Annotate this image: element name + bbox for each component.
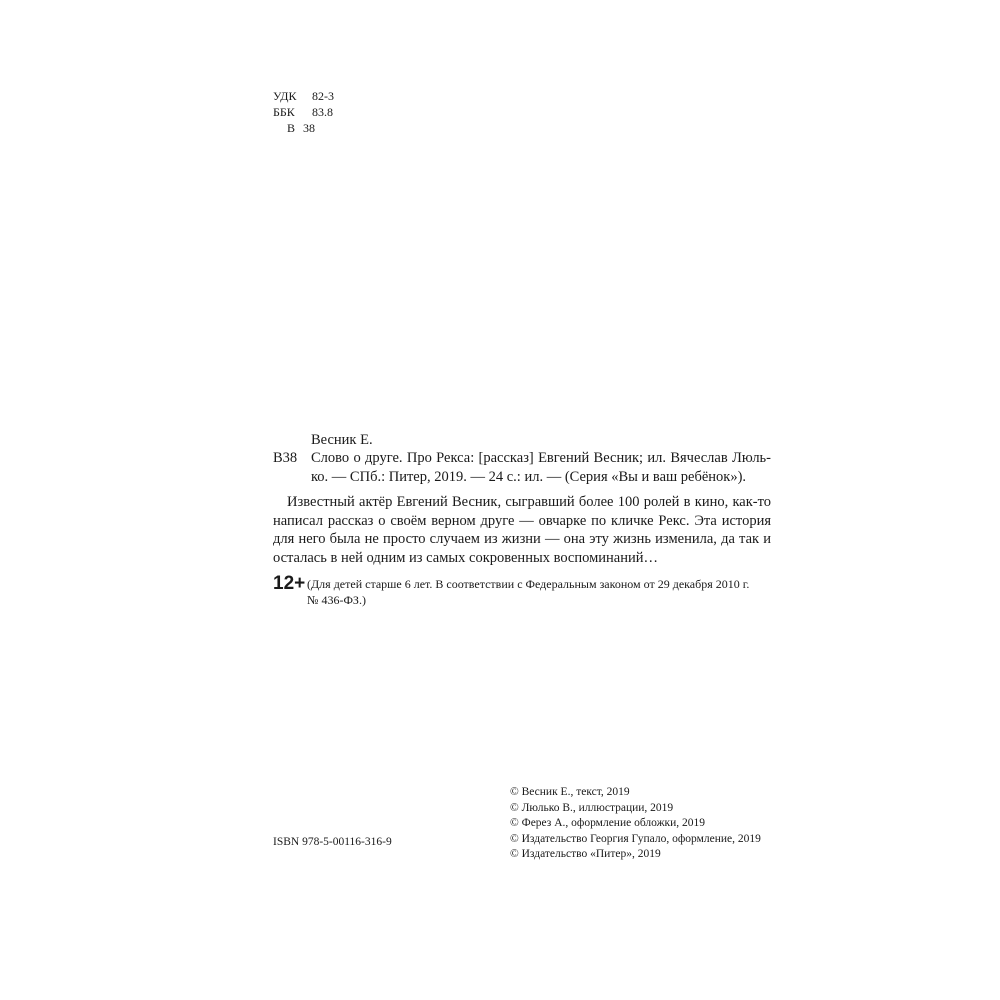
copyright-line: © Люлько В., иллюстрации, 2019 (510, 801, 674, 814)
age-rating-note: (Для детей старше 6 лет. В соответствии с Федеральным законом от 29 декабря 2010 г. № 436-ФЗ.) (307, 577, 750, 607)
bbk-label: ББК (273, 105, 295, 119)
copyright-block (510, 785, 761, 863)
udk-label: УДК (273, 89, 297, 103)
classification-block (273, 88, 334, 136)
annotation-text: Известный актёр Евгений Весник, сыгравший более 100 ролей в кино, как-то написал рассказ о своём верном друге — овчарке по кличке Рекс. Эта история для него была не просто случаем из жизни — она эту жизнь изменила, да так и осталась в ней одним из самых сокровенных воспоминаний… (273, 494, 771, 566)
bbk-value: 83.8 (312, 105, 333, 119)
bib-description: Слово о друге. Про Рекса: [рассказ] Евгений Весник; ил. Вячеслав Люль-ко. — СПб.: Питер, 2019. — 24 с.: ил. — (Серия «Вы и ваш ребёнок»). (311, 450, 771, 485)
bib-author: Весник Е. (311, 432, 373, 448)
isbn: ISBN 978-5-00116-316-9 (273, 836, 392, 848)
bbk-row (273, 104, 334, 120)
copyright-line: © Издательство Георгия Гупало, оформление, 2019 (510, 832, 761, 845)
udk-value: 82-3 (312, 89, 334, 103)
copyright-line: © Ферез А., оформление обложки, 2019 (510, 817, 706, 829)
bib-code: В38 (273, 450, 298, 466)
copyright-line: © Весник Е., текст, 2019 (510, 786, 630, 798)
copyright-line: © Издательство «Питер», 2019 (510, 848, 661, 860)
age-rating-mark: 12+ (273, 573, 306, 594)
udk-row (273, 88, 334, 104)
author-mark-label: В (286, 121, 295, 135)
author-mark-row (273, 120, 334, 136)
author-mark-value: 38 (303, 121, 315, 135)
